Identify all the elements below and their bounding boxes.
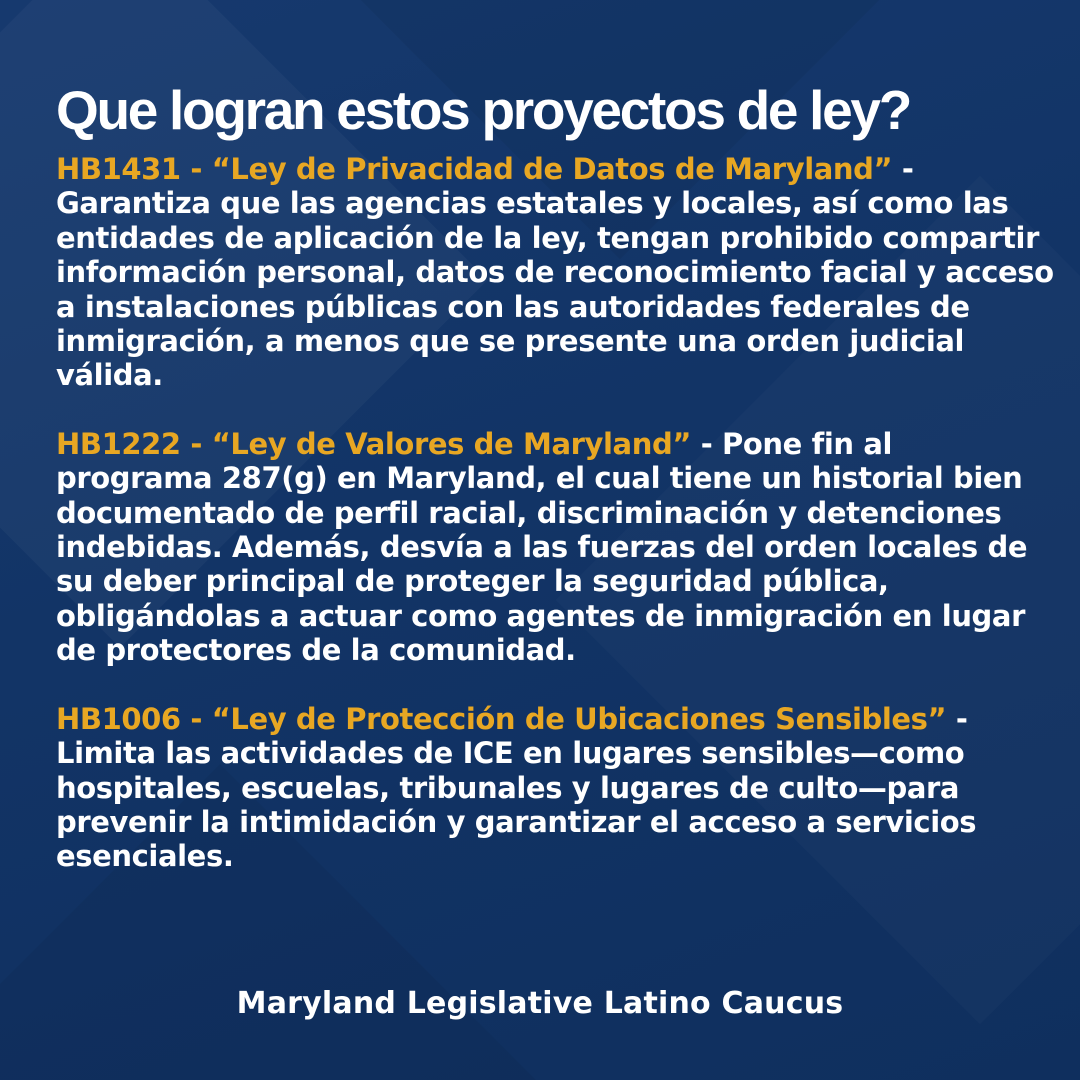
- main-content: [56, 78, 1056, 908]
- bill-name: HB1431 - “Ley de Privacidad de Datos de Maryland”: [56, 152, 893, 186]
- bill-name: HB1222 - “Ley de Valores de Maryland”: [56, 426, 691, 461]
- page-title: Que logran estos proyectos de ley?: [56, 79, 911, 141]
- bill-list: [56, 152, 1056, 874]
- bill-description: - Garantiza que las agencias estatales y locales, así como las entidades de aplicación de la ley, tengan prohibido compartir información personal, datos de reconocimiento facial y acceso a instalaciones públicas con las autoridades federales de inmigración, a menos que se presente una orden judicial válida.: [56, 152, 1054, 393]
- bill-item-hb1431: [56, 152, 1056, 393]
- bill-name: HB1006 - “Ley de Protección de Ubicaciones Sensibles”: [56, 701, 947, 736]
- bill-item-hb1222: [56, 427, 1056, 668]
- bill-description: - Pone fin al programa 287(g) en Maryland, el cual tiene un historial bien documentado de perfil racial, discriminación y detenciones indebidas. Además, desvía a las fuerzas del orden locales de su deber principal de proteger la seguridad pública, obligándolas a actuar como agentes de inmigración en lugar de protectores de la comunidad.: [56, 426, 1028, 668]
- footer-organization: Maryland Legislative Latino Caucus: [236, 986, 844, 1021]
- bill-description: - Limita las actividades de ICE en lugares sensibles—como hospitales, escuelas, tribunales y lugares de culto—para prevenir la intimidación y garantizar el acceso a servicios esenciales.: [56, 701, 977, 874]
- bill-item-hb1006: [56, 702, 1056, 874]
